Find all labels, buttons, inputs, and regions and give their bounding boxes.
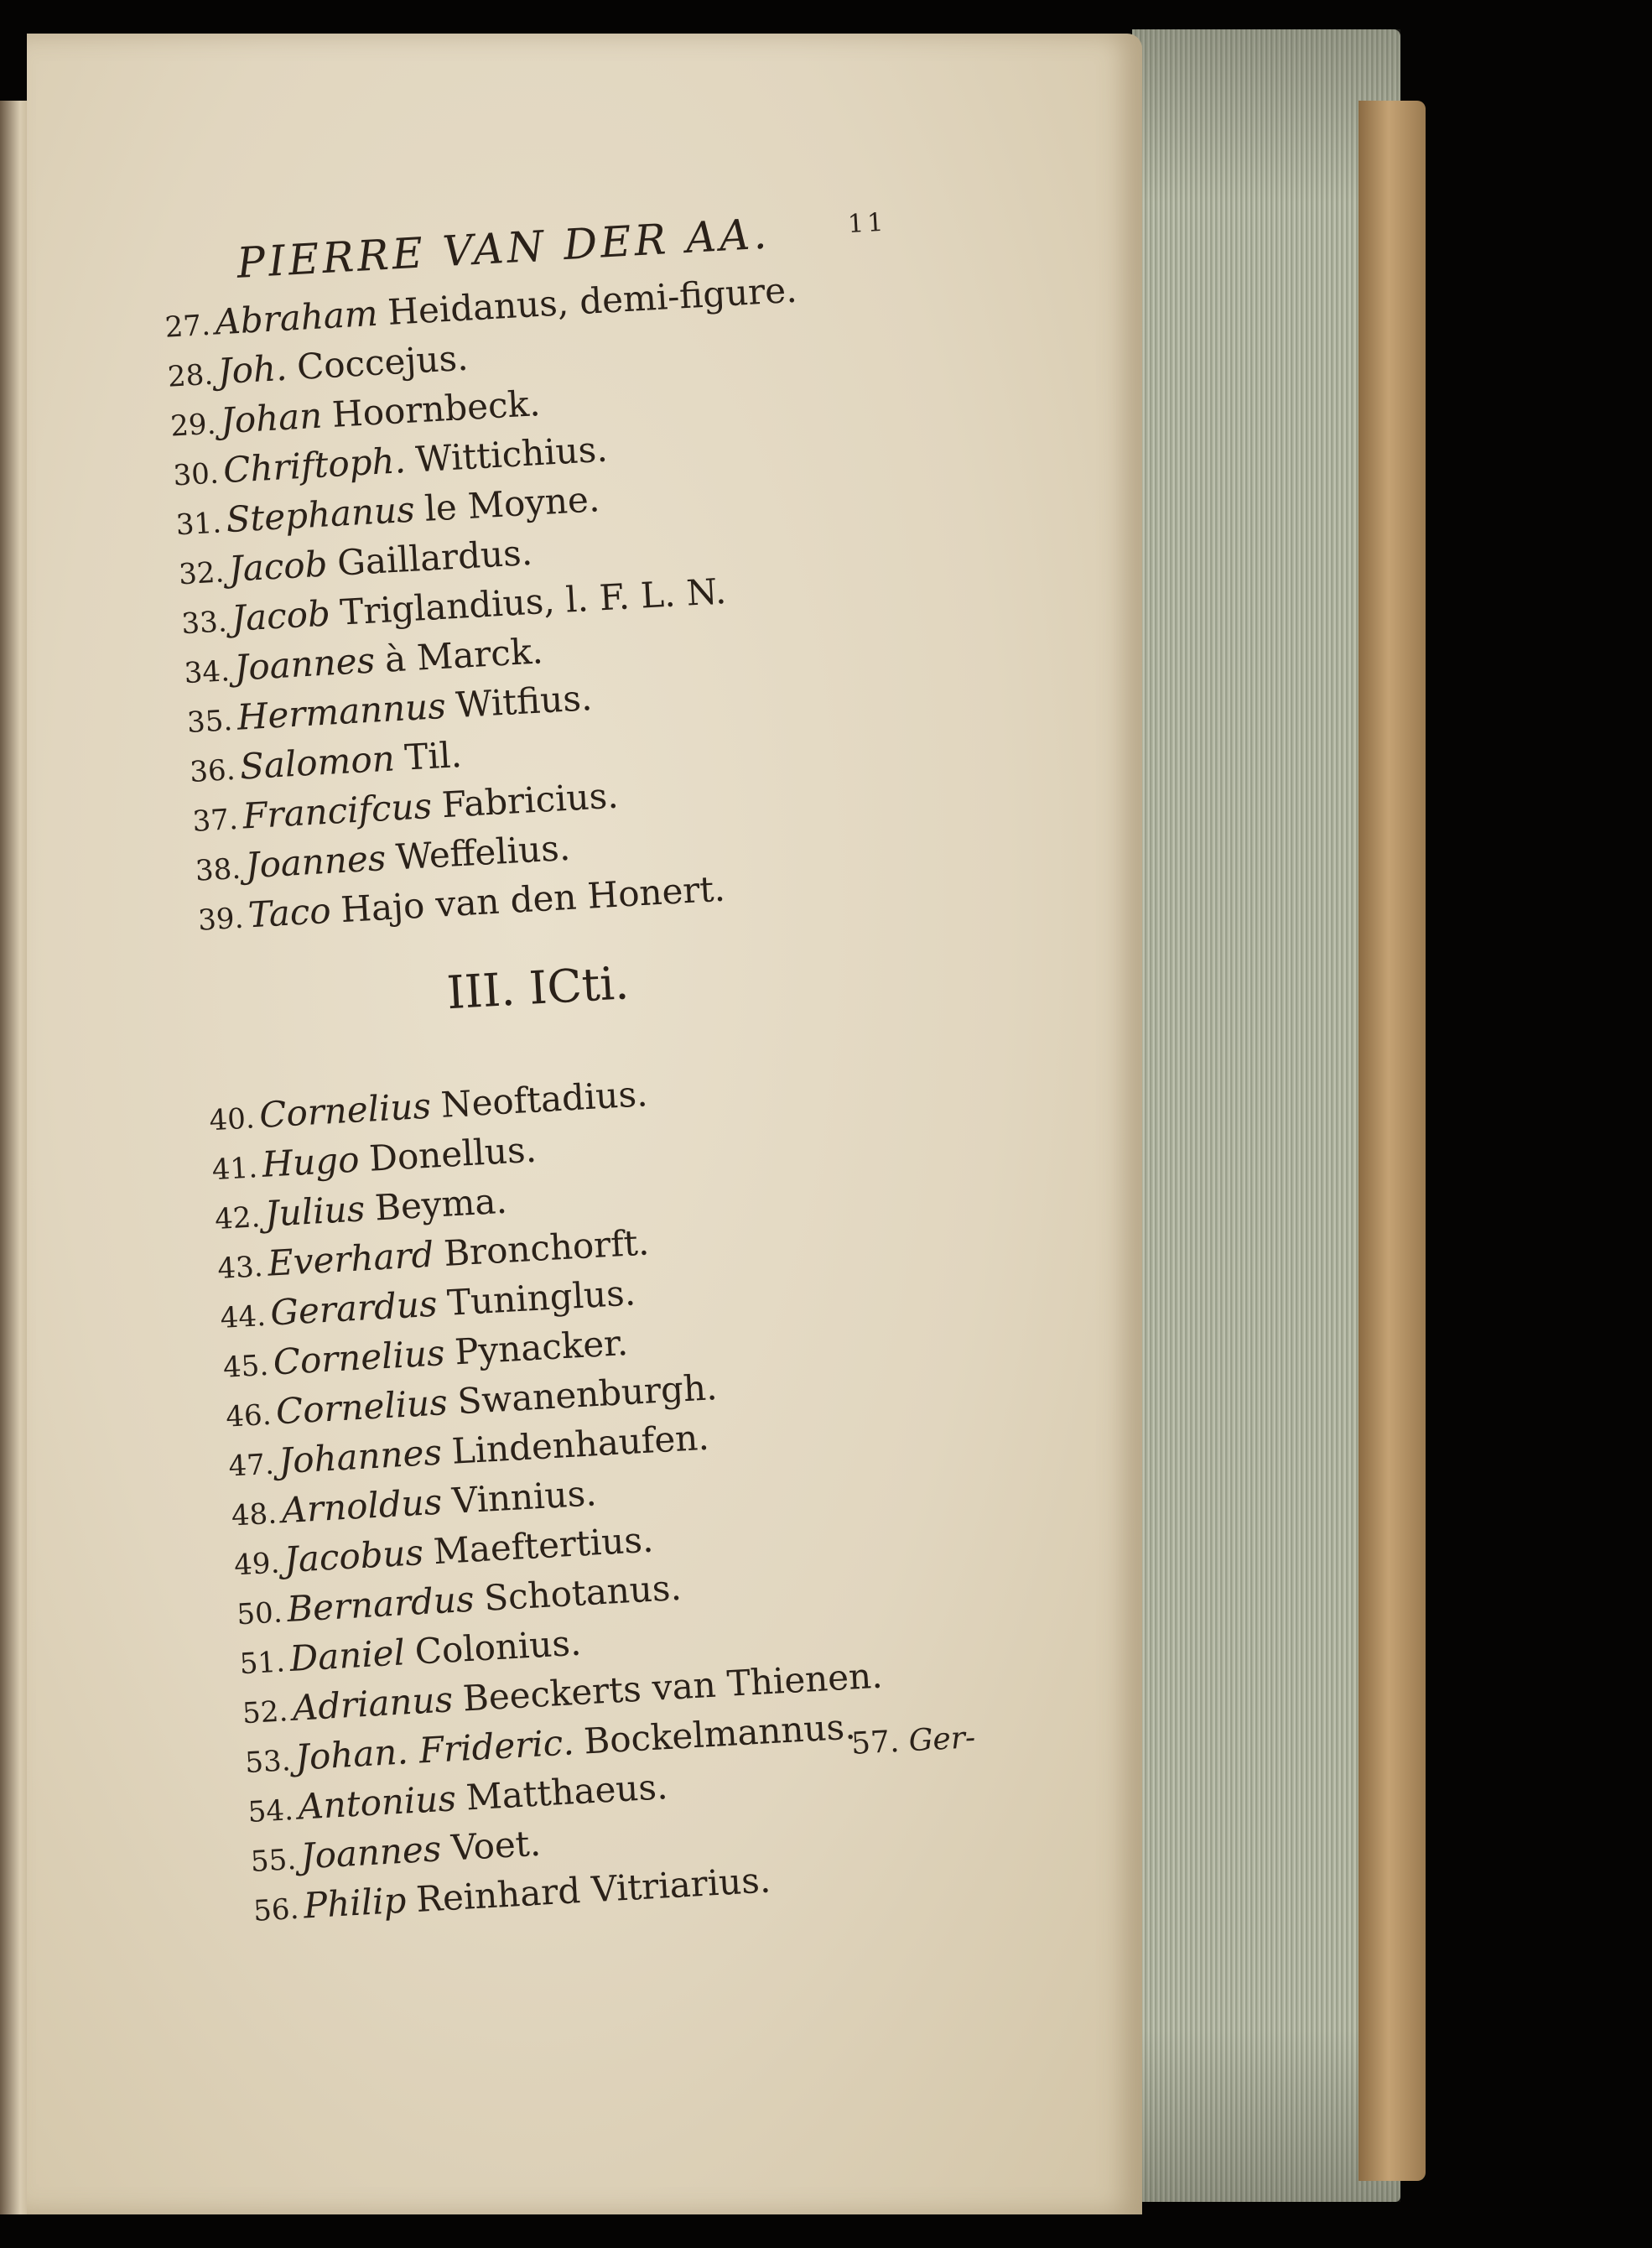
entry-number: 46. (225, 1397, 273, 1434)
entry-number: 43. (216, 1250, 264, 1287)
entry-surname: le Moyne. (423, 478, 601, 529)
entry-surname: Bronchorft. (442, 1221, 651, 1274)
entry-number: 52. (242, 1694, 289, 1731)
entry-number: 37. (191, 802, 239, 839)
page-title: PIERRE VAN DER AA. (235, 209, 771, 288)
entry-number: 50. (236, 1595, 283, 1632)
entry-given-name: Salomon (238, 737, 396, 788)
entry-given-name: Joannes (233, 639, 377, 689)
entry-given-name: Hermannus (236, 684, 447, 738)
entry-given-name: Bernardus (285, 1578, 475, 1631)
entry-given-name: Cornelius (257, 1085, 433, 1136)
entry-surname: Maeftertius. (432, 1518, 655, 1573)
entry-given-name: Abraham (214, 292, 379, 343)
entry-given-name: Philip (302, 1879, 408, 1927)
entry-surname: Beyma. (373, 1179, 508, 1229)
entry-number: 49. (233, 1546, 281, 1583)
entry-number: 45. (221, 1348, 270, 1385)
entry-surname: Schotanus. (482, 1566, 683, 1619)
entry-number: 33. (180, 605, 228, 642)
entry-given-name: Everhard (266, 1233, 435, 1284)
entry-surname: Til. (403, 733, 463, 778)
entry-given-name: Johan. Frideric. (294, 1721, 575, 1778)
entry-surname: Fabricius. (440, 774, 620, 826)
entry-number: 29. (169, 407, 217, 444)
entry-surname: Donellus. (367, 1128, 538, 1179)
entry-given-name: Chriftoph. (221, 440, 408, 492)
page-text (159, 177, 1142, 1935)
entry-number: 28. (166, 357, 215, 394)
catchword-word: Ger- (907, 1720, 977, 1759)
entry-given-name: Gerardus (269, 1283, 439, 1334)
entry-surname: Gaillardus. (335, 531, 534, 584)
entry-surname: Coccejus. (295, 336, 470, 388)
cover-edge (1358, 101, 1426, 2181)
entry-surname: Hajo van den Honert. (340, 867, 726, 931)
entry-surname: Weffelius. (394, 826, 572, 878)
entry-given-name: Adrianus (291, 1678, 455, 1729)
entry-surname: à Marck. (383, 630, 544, 680)
entry-number: 38. (194, 851, 242, 888)
entry-number: 51. (238, 1645, 286, 1682)
entry-given-name: Jacob (230, 592, 331, 639)
entry-surname: Hoornbeck. (330, 382, 542, 435)
entry-number: 39. (197, 901, 245, 938)
entry-surname: Pynacker. (453, 1321, 630, 1373)
entry-number: 53. (244, 1744, 292, 1781)
section-heading: III. ICti. (445, 956, 631, 1020)
entry-number: 56. (252, 1892, 300, 1928)
entry-number: 42. (214, 1200, 262, 1237)
entry-given-name: Arnoldus (280, 1480, 444, 1532)
entry-given-name: Taco (247, 889, 332, 936)
entry-number: 47. (227, 1447, 275, 1484)
entry-number: 35. (185, 704, 234, 741)
entry-number: 27. (164, 308, 211, 345)
entry-number: 40. (208, 1101, 256, 1138)
entry-number: 55. (249, 1842, 298, 1879)
entry-surname: Reinhard Vitriarius. (414, 1859, 772, 1920)
entry-surname: Witfius. (455, 677, 594, 726)
entry-given-name: Johan (219, 394, 324, 442)
entry-number: 41. (210, 1151, 259, 1188)
page-number: 11 (847, 207, 888, 240)
entry-given-name: Daniel (288, 1631, 407, 1679)
entry-surname: Tuninglus. (445, 1272, 637, 1324)
entry-given-name: Johannes (278, 1431, 444, 1482)
entry-surname: Matthaeus. (465, 1766, 669, 1819)
entry-given-name: Jacobus (283, 1531, 425, 1581)
entry-number: 54. (247, 1793, 294, 1830)
entry-surname: Beeckerts van Thienen. (461, 1654, 884, 1720)
entry-given-name: Francifcus (242, 784, 434, 837)
entry-surname: Vinnius. (450, 1472, 598, 1522)
entry-number: 48. (230, 1496, 278, 1533)
entry-list-part2 (208, 1045, 1142, 1935)
entry-list-part1 (164, 252, 1087, 944)
entry-given-name: Jacob (227, 543, 329, 590)
entry-surname: Lindenhaufen. (450, 1416, 710, 1472)
entry-surname: Swanenburgh. (456, 1366, 719, 1423)
entry-number: 34. (183, 654, 231, 691)
entry-given-name: Cornelius (274, 1382, 449, 1433)
entry-number: 44. (219, 1298, 267, 1335)
entry-number: 31. (174, 506, 223, 543)
entry-given-name: Joannes (244, 837, 387, 887)
catchword-number: 57. (850, 1724, 901, 1761)
entry-surname: Wittichius. (414, 428, 609, 481)
entry-given-name: Antonius (297, 1777, 458, 1828)
entry-surname: Heidanus, demi-figure. (387, 268, 798, 333)
entry-given-name: Joh. (216, 346, 288, 393)
catchword (850, 1720, 976, 1761)
entry-given-name: Joannes (299, 1828, 443, 1877)
entry-surname: Colonius. (413, 1621, 583, 1673)
entry-number: 36. (189, 752, 236, 789)
entry-number: 32. (178, 555, 226, 592)
entry-surname: Triglandius, l. F. L. N. (339, 570, 728, 633)
entry-given-name: Hugo (261, 1138, 361, 1185)
entry-given-name: Julius (263, 1188, 366, 1235)
entry-number: 30. (172, 456, 220, 493)
entry-surname: Voet. (449, 1822, 543, 1869)
entry-surname: Bockelmannus. (582, 1705, 857, 1762)
entry-given-name: Cornelius (272, 1332, 446, 1383)
entry-surname: Neoftadius. (439, 1073, 649, 1126)
entry-given-name: Stephanus (225, 488, 416, 541)
